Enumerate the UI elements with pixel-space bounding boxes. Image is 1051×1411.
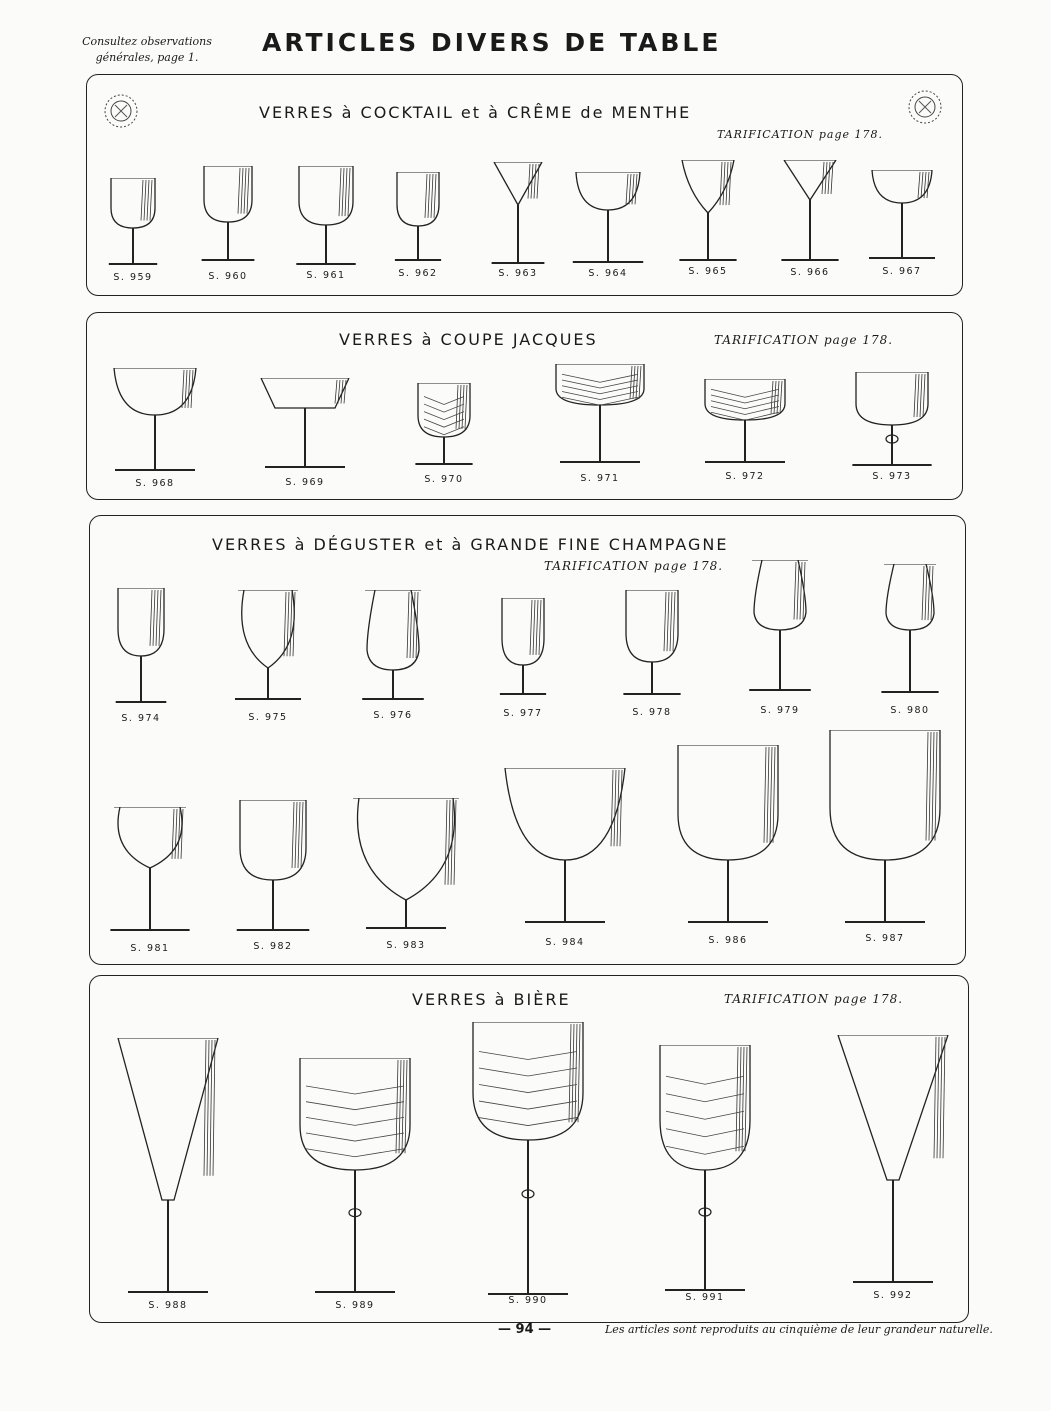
glass-s988 [110, 1038, 226, 1296]
glass-drawing [548, 364, 652, 466]
item-label: S. 967 [882, 266, 922, 277]
glass-drawing [486, 162, 550, 267]
glass-drawing [848, 372, 936, 469]
item-label: S. 984 [545, 937, 585, 948]
item-label: S. 988 [148, 1300, 188, 1311]
item-label: S. 960 [208, 271, 248, 282]
glass-drawing [830, 1035, 956, 1286]
glass-drawing [196, 166, 260, 264]
glass-s966 [776, 160, 844, 264]
item-label: S. 973 [872, 471, 912, 482]
glass-drawing [864, 170, 940, 262]
glass-s977 [494, 598, 552, 698]
section-coupe-jacques [86, 312, 963, 500]
glass-drawing [744, 560, 816, 694]
glass-s989 [292, 1058, 418, 1296]
glass-drawing [670, 745, 786, 926]
glass-s992 [830, 1035, 956, 1286]
glass-drawing [497, 768, 633, 926]
observations-note-line2: générales, page 1. [95, 51, 199, 64]
glass-s968 [106, 368, 204, 474]
item-label: S. 963 [498, 268, 538, 279]
item-label: S. 979 [760, 705, 800, 716]
glass-drawing [822, 730, 948, 926]
observations-note [82, 34, 212, 66]
item-label: S. 971 [580, 473, 620, 484]
glass-s964 [568, 172, 648, 266]
glass-s982 [232, 800, 314, 934]
seal-left-icon [103, 93, 139, 129]
glass-drawing [110, 1038, 226, 1296]
glass-s983 [345, 798, 467, 932]
item-label: S. 964 [588, 268, 628, 279]
item-label: S. 961 [306, 270, 346, 281]
glass-s969 [253, 378, 357, 471]
glass-s960 [196, 166, 260, 264]
glass-s978 [618, 590, 686, 698]
glass-drawing [410, 383, 478, 468]
glass-drawing [291, 166, 361, 268]
item-label: S. 965 [688, 266, 728, 277]
glass-drawing [652, 1045, 758, 1294]
item-label: S. 978 [632, 707, 672, 718]
glass-s979 [744, 560, 816, 694]
glass-s984 [497, 768, 633, 926]
glass-s965 [674, 160, 742, 264]
section-title-cocktail: VERRES à COCKTAIL et à CRÊME de MENTHE [259, 103, 692, 122]
item-label: S. 990 [508, 1295, 548, 1306]
glass-s974 [110, 588, 172, 706]
glass-s986 [670, 745, 786, 926]
glass-drawing [389, 172, 447, 264]
item-label: S. 987 [865, 933, 905, 944]
section-title-biere: VERRES à BIÈRE [412, 990, 571, 1009]
glass-s987 [822, 730, 948, 926]
page-number: — 94 — [498, 1322, 552, 1337]
item-label: S. 962 [398, 268, 438, 279]
glass-s959 [103, 178, 163, 268]
item-label: S. 977 [503, 708, 543, 719]
pricing-cocktail: TARIFICATION page 178. [717, 128, 884, 141]
item-label: S. 968 [135, 478, 175, 489]
glass-drawing [106, 368, 204, 474]
page-title: ARTICLES DIVERS DE TABLE [262, 28, 722, 57]
item-label: S. 983 [386, 940, 426, 951]
pricing-deguster: TARIFICATION page 178. [544, 559, 724, 573]
glass-drawing [292, 1058, 418, 1296]
glass-drawing [876, 564, 944, 696]
glass-drawing [568, 172, 648, 266]
item-label: S. 969 [285, 477, 325, 488]
item-label: S. 970 [424, 474, 464, 485]
glass-s970 [410, 383, 478, 468]
seal-right-icon [907, 89, 943, 125]
glass-drawing [357, 590, 429, 703]
pricing-coupe-jacques: TARIFICATION page 178. [714, 333, 894, 347]
item-label: S. 989 [335, 1300, 375, 1311]
glass-drawing [253, 378, 357, 471]
glass-s981 [106, 807, 194, 934]
glass-s990 [465, 1022, 591, 1298]
glass-s973 [848, 372, 936, 469]
item-label: S. 982 [253, 941, 293, 952]
glass-s980 [876, 564, 944, 696]
glass-s976 [357, 590, 429, 703]
glass-drawing [618, 590, 686, 698]
glass-s962 [389, 172, 447, 264]
item-label: S. 976 [373, 710, 413, 721]
glass-drawing [106, 807, 194, 934]
glass-drawing [465, 1022, 591, 1298]
glass-drawing [110, 588, 172, 706]
item-label: S. 991 [685, 1292, 725, 1303]
glass-drawing [697, 379, 793, 466]
glass-s972 [697, 379, 793, 466]
item-label: S. 992 [873, 1290, 913, 1301]
item-label: S. 980 [890, 705, 930, 716]
pricing-biere: TARIFICATION page 178. [724, 992, 904, 1006]
glass-drawing [345, 798, 467, 932]
glass-s971 [548, 364, 652, 466]
section-title-coupe-jacques: VERRES à COUPE JACQUES [339, 330, 598, 349]
glass-s975 [230, 590, 306, 703]
section-title-deguster: VERRES à DÉGUSTER et à GRANDE FINE CHAMPAGNE [212, 535, 729, 554]
item-label: S. 975 [248, 712, 288, 723]
glass-drawing [232, 800, 314, 934]
glass-drawing [674, 160, 742, 264]
glass-drawing [776, 160, 844, 264]
item-label: S. 972 [725, 471, 765, 482]
item-label: S. 986 [708, 935, 748, 946]
footer-note: Les articles sont reproduits au cinquième de leur grandeur naturelle. [605, 1323, 993, 1336]
item-label: S. 959 [113, 272, 153, 283]
item-label: S. 981 [130, 943, 170, 954]
glass-s991 [652, 1045, 758, 1294]
glass-s961 [291, 166, 361, 268]
glass-s967 [864, 170, 940, 262]
glass-drawing [230, 590, 306, 703]
item-label: S. 974 [121, 713, 161, 724]
observations-note-line1: Consultez observations [82, 35, 212, 48]
glass-s963 [486, 162, 550, 267]
glass-drawing [103, 178, 163, 268]
glass-drawing [494, 598, 552, 698]
item-label: S. 966 [790, 267, 830, 278]
